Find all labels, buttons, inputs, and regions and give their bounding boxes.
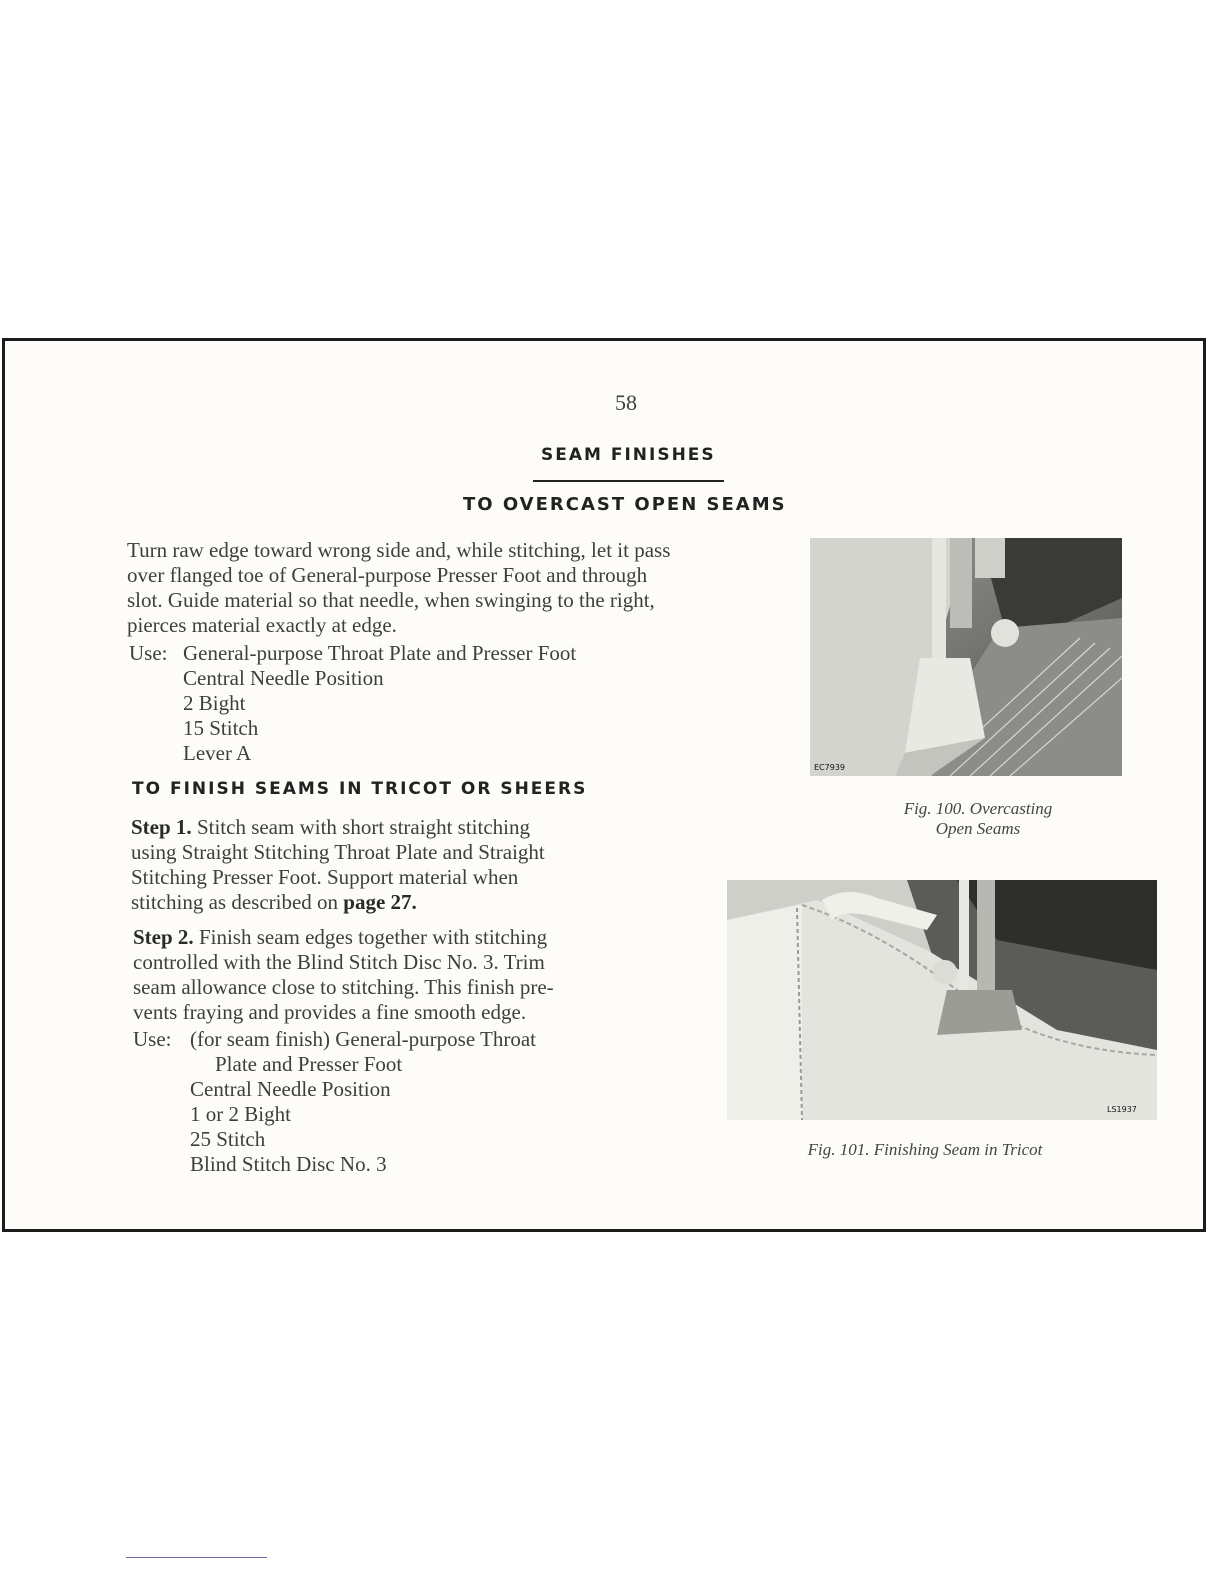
paragraph-line: Turn raw edge toward wrong side and, while stitching, let it pass xyxy=(127,538,671,562)
step-line: Finish seam edges together with stitching xyxy=(198,925,548,949)
page-reference: page 27. xyxy=(343,890,417,914)
use-item: 15 Stitch xyxy=(183,716,259,740)
figure-stamp: LS1937 xyxy=(1107,1105,1137,1114)
paragraph-line: slot. Guide material so that needle, when swinging to the right, xyxy=(127,588,655,612)
use-label: Use: xyxy=(133,1027,172,1051)
paragraph-line: pierces material exactly at edge. xyxy=(127,613,397,637)
page-number: 58 xyxy=(615,390,637,415)
use-item: Central Needle Position xyxy=(183,666,384,690)
section-heading-tricot: TO FINISH SEAMS IN TRICOT OR SHEERS xyxy=(132,779,588,799)
step-2 xyxy=(133,925,554,1025)
step-line: seam allowance close to stitching. This finish pre- xyxy=(133,975,554,999)
figure-100-caption xyxy=(858,799,1098,839)
step-line: vents fraying and provides a fine smooth edge. xyxy=(133,1000,527,1024)
title-rule xyxy=(533,480,724,482)
use-item: 1 or 2 Bight xyxy=(190,1102,291,1126)
caption-line: Fig. 100. Overcasting xyxy=(903,799,1053,818)
step-line: stitching as described on xyxy=(131,890,344,914)
page-title: SEAM FINISHES xyxy=(541,445,716,465)
section-heading-overcast: TO OVERCAST OPEN SEAMS xyxy=(463,494,787,515)
caption-line: Open Seams xyxy=(935,819,1021,838)
step-line: controlled with the Blind Stitch Disc No. 3. Trim xyxy=(133,950,545,974)
paragraph-line: over flanged toe of General-purpose Presser Foot and through xyxy=(127,563,648,587)
use-item: General-purpose Throat Plate and Presser Foot xyxy=(183,641,577,665)
use-item: Plate and Presser Foot xyxy=(215,1052,403,1076)
step-line: Stitch seam with short straight stitching xyxy=(196,815,530,839)
use-item: (for seam finish) General-purpose Throat xyxy=(190,1027,536,1051)
step-line: Stitching Presser Foot. Support material when xyxy=(131,865,519,889)
use-item: Central Needle Position xyxy=(190,1077,391,1101)
overcast-use-list xyxy=(183,641,576,766)
step-2-label: Step 2. xyxy=(133,925,194,949)
figure-101-caption xyxy=(760,1140,1090,1160)
use-item: Lever A xyxy=(183,741,252,765)
step-line: using Straight Stitching Throat Plate and Straight xyxy=(131,840,545,864)
use-item: 2 Bight xyxy=(183,691,246,715)
footnote-rule xyxy=(126,1557,267,1558)
caption-line: Fig. 101. Finishing Seam in Tricot xyxy=(807,1140,1043,1159)
step-1-label: Step 1. xyxy=(131,815,192,839)
overcast-paragraph xyxy=(127,538,670,638)
figure-stamp: EC7939 xyxy=(814,763,845,772)
step-1 xyxy=(131,815,545,915)
use-item: 25 Stitch xyxy=(190,1127,266,1151)
tricot-use-list xyxy=(190,1027,536,1177)
figure-101-photo xyxy=(727,880,1157,1120)
figure-100-photo xyxy=(810,538,1122,776)
use-label: Use: xyxy=(129,641,168,665)
use-item: Blind Stitch Disc No. 3 xyxy=(190,1152,387,1176)
